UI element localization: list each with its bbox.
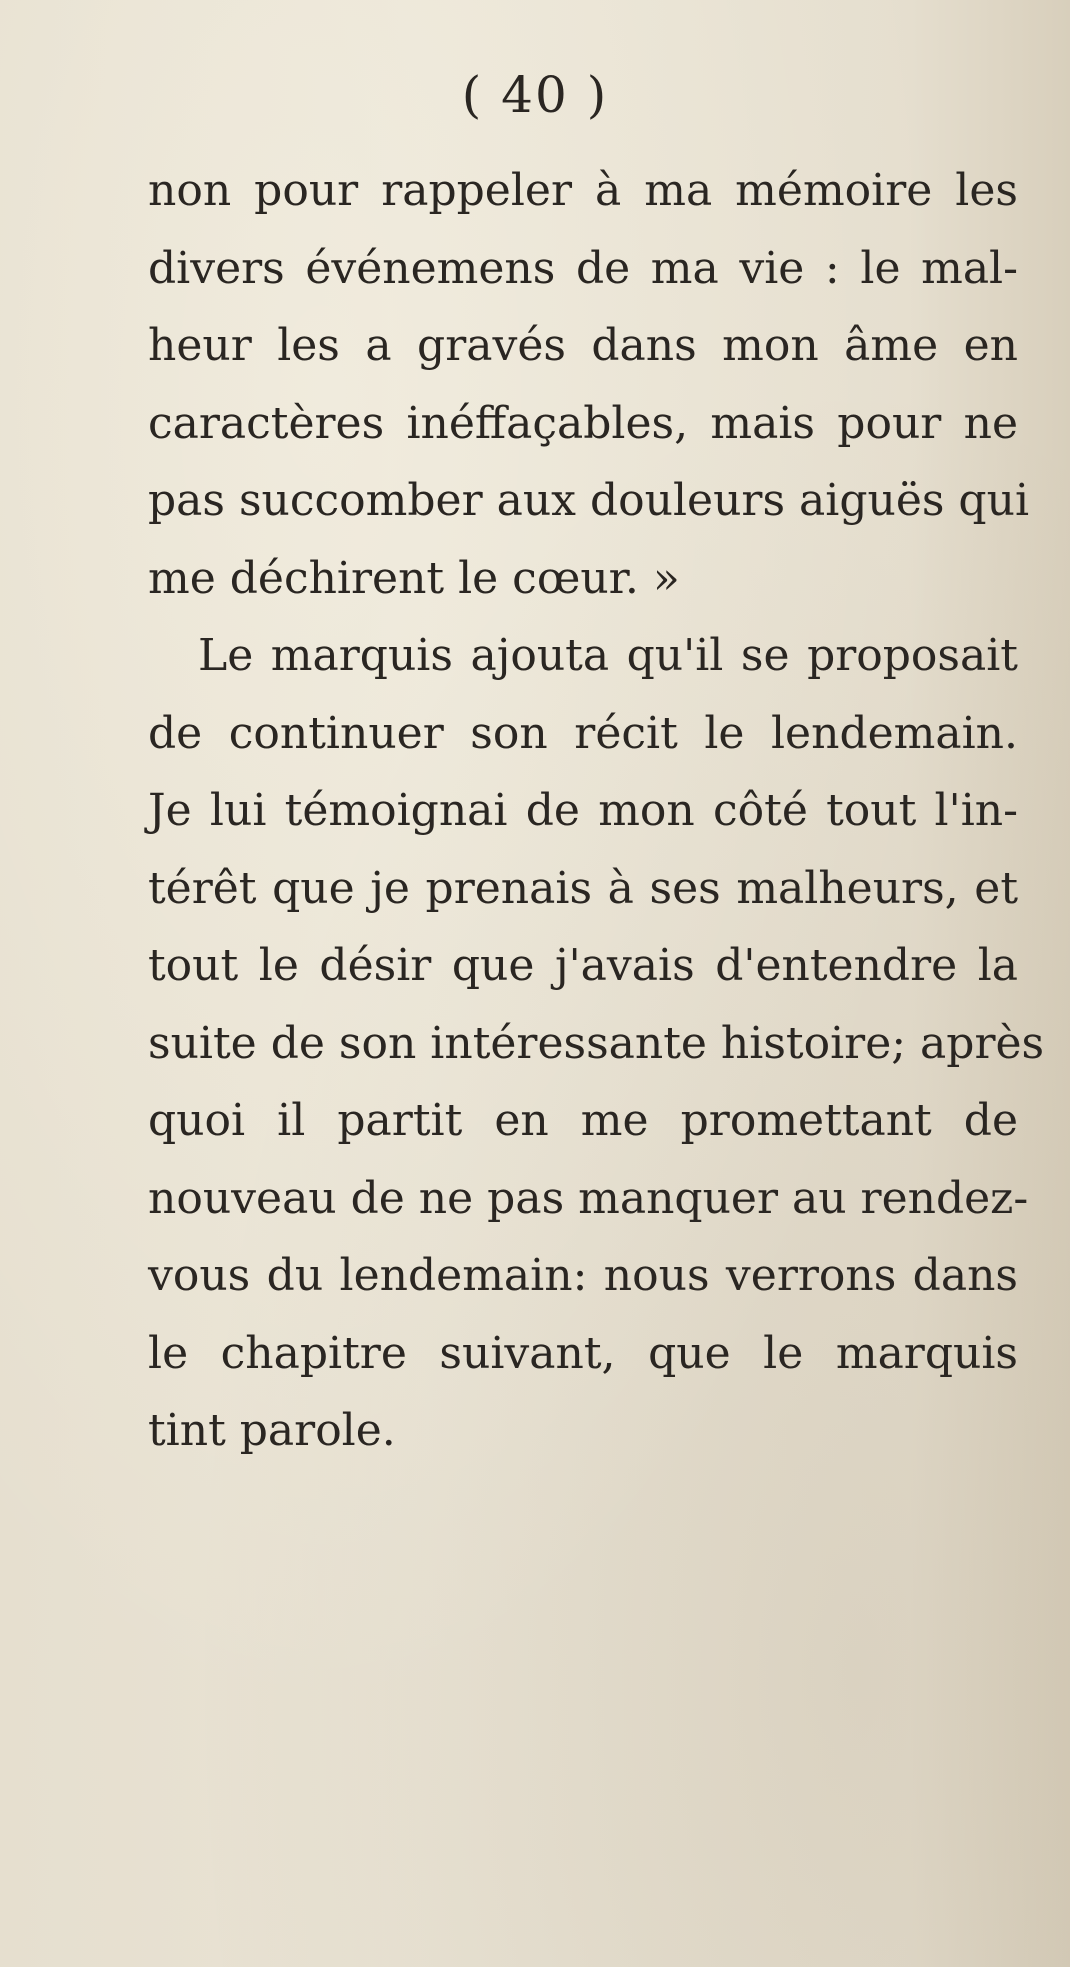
text-line: Le marquis ajouta qu'il se proposait xyxy=(198,630,1018,681)
text-line: non pour rappeler à ma mémoire les xyxy=(148,165,1018,216)
text-line: me déchirent le cœur. » xyxy=(148,552,680,604)
text-line: Je lui témoignai de mon côté tout l'in- xyxy=(148,785,1018,836)
text-line: vous du lendemain: nous verrons dans xyxy=(148,1250,1018,1301)
text-line: suite de son intéressante histoire; après xyxy=(148,1017,1045,1069)
body-text xyxy=(148,152,1045,1470)
text-line: heur les a gravés dans mon âme en xyxy=(148,320,1018,371)
text-line: tint parole. xyxy=(148,1405,396,1456)
text-line: pas succomber aux douleurs aiguës qui xyxy=(148,475,1030,526)
text-line: quoi il partit en me promettant de xyxy=(148,1095,1018,1146)
text-line: térêt que je prenais à ses malheurs, et xyxy=(148,862,1018,914)
text-line: le chapitre suivant, que le marquis xyxy=(148,1327,1018,1379)
paragraph-1 xyxy=(148,152,1030,617)
page-number: ( 40 ) xyxy=(461,66,609,124)
text-line: tout le désir que j'avais d'entendre la xyxy=(148,940,1018,991)
text-line: nouveau de ne pas manquer au rendez- xyxy=(148,1172,1029,1224)
paragraph-2 xyxy=(148,617,1045,1470)
text-line: caractères inéffaçables, mais pour ne xyxy=(148,397,1018,449)
text-line: divers événemens de ma vie : le mal- xyxy=(148,242,1018,294)
text-line: de continuer son récit le lendemain. xyxy=(148,707,1018,759)
